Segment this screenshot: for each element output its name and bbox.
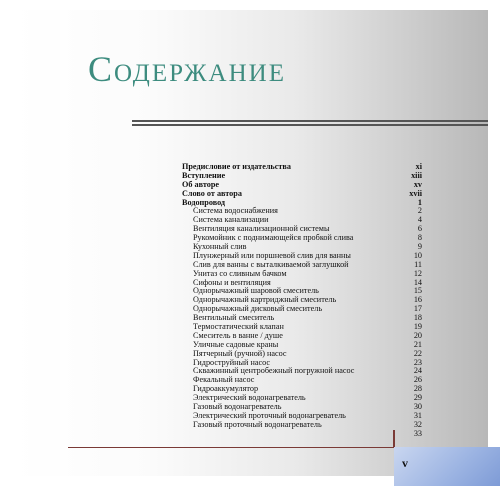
toc-entry-page: 23 — [413, 357, 422, 367]
toc-entry-title: Гидроструйный насос — [193, 357, 271, 367]
toc-entry-page: 32 — [413, 419, 422, 429]
toc-entry-page: 15 — [413, 286, 422, 296]
toc-entry-page: 24 — [413, 366, 422, 376]
toc-entry-title: Система водоснабжения — [193, 206, 278, 216]
toc-entry-page: 21 — [413, 339, 422, 349]
toc-entry-title: Унитаз со сливным бачком — [193, 268, 287, 278]
toc-entry-page: 18 — [413, 313, 422, 323]
toc-entry-title: Газовый проточный водонагреватель — [193, 419, 322, 429]
toc-entry-page: 16 — [413, 295, 422, 305]
footer-accent-block — [394, 447, 500, 486]
toc-entry-page: 11 — [414, 259, 422, 269]
toc-entry-page: 33 — [413, 428, 422, 438]
title-rule-top — [132, 120, 488, 122]
toc-entry-title: Слив для ванны с выталкиваемой заглушкой — [193, 259, 349, 269]
toc-entry-page: 1 — [417, 197, 422, 207]
toc-entry-title: Об авторе — [182, 179, 220, 189]
footer-rule — [68, 447, 398, 448]
toc-entry-title: Пятчерный (ручной) насос — [193, 348, 287, 358]
toc-entry-title: Скважинный центробежный погружной насос — [193, 366, 355, 376]
toc-entry-page: 22 — [413, 348, 422, 358]
toc-entry-page: 4 — [417, 215, 422, 225]
toc-entry-title: Слово от автора — [182, 188, 242, 198]
toc-entry-page: 8 — [417, 233, 422, 243]
toc-entry-title: Однорычажный дисковый смеситель — [193, 304, 323, 314]
book-page — [12, 10, 488, 476]
toc-row — [182, 430, 422, 439]
toc-entry-title: Гидроаккумулятор — [193, 384, 259, 394]
toc-entry-title: Электрический проточный водонагреватель — [193, 410, 346, 420]
toc-entry-page: 19 — [413, 322, 422, 332]
toc-entry-title: Система канализации — [193, 215, 269, 225]
toc-entry-title: Смеситель в ванне / душе — [193, 330, 283, 340]
title-rule-bottom — [132, 124, 488, 126]
toc-entry-title: Сифоны и вентиляция — [193, 277, 271, 287]
toc-entry-page: 17 — [413, 304, 422, 314]
toc-entry-title: Предисловие от издательства — [182, 162, 291, 171]
toc-entry-page: xv — [413, 179, 422, 189]
toc-entry-title: Плунжерный или поршневой слив для ванны — [193, 250, 351, 260]
toc-entry-title: Фекальный насос — [193, 375, 255, 385]
toc-entry-title — [182, 429, 193, 438]
page-title: Содержание — [87, 49, 286, 89]
toc-entry-page: xiii — [411, 170, 422, 180]
toc-entry-page: 30 — [413, 402, 422, 412]
page-number: v — [402, 456, 408, 470]
toc-entry-title: Газовый водонагреватель — [193, 402, 282, 412]
toc-row — [182, 421, 422, 430]
toc-entry-page: 9 — [417, 242, 422, 252]
toc-entry-page: 12 — [413, 268, 422, 278]
toc-entry-title: Уличные садовые краны — [193, 339, 279, 349]
toc-entry-title: Кухонный слив — [193, 242, 247, 252]
toc-entry-page: 26 — [413, 375, 422, 385]
table-of-contents — [182, 163, 422, 439]
toc-entry-page: 6 — [417, 224, 422, 234]
toc-entry-title: Рукомойник с поднимающейся пробкой слива — [193, 233, 354, 243]
toc-entry-page: 14 — [413, 277, 422, 287]
toc-entry-title: Вентильный смеситель — [193, 313, 275, 323]
toc-entry-title: Водопровод — [182, 197, 226, 207]
toc-entry-title: Однорычажный картриджный смеситель — [193, 295, 337, 305]
toc-entry-page: xi — [415, 162, 422, 171]
footer-tick — [393, 430, 395, 448]
toc-entry-page: xvii — [409, 188, 422, 198]
toc-entry-title: Электрический водонагреватель — [193, 393, 306, 403]
toc-entry-title: Термостатический клапан — [193, 322, 284, 332]
toc-entry-page: 29 — [413, 393, 422, 403]
toc-entry-title: Вентиляция канализационной системы — [193, 224, 330, 234]
toc-entry-page: 10 — [413, 250, 422, 260]
toc-entry-page: 31 — [413, 410, 422, 420]
toc-entry-title: Вступление — [182, 170, 226, 180]
toc-entry-page: 20 — [413, 330, 422, 340]
toc-entry-page: 28 — [413, 384, 422, 394]
toc-entry-page: 2 — [417, 206, 422, 216]
toc-entry-title: Однорычажный шаровой смеситель — [193, 286, 319, 296]
